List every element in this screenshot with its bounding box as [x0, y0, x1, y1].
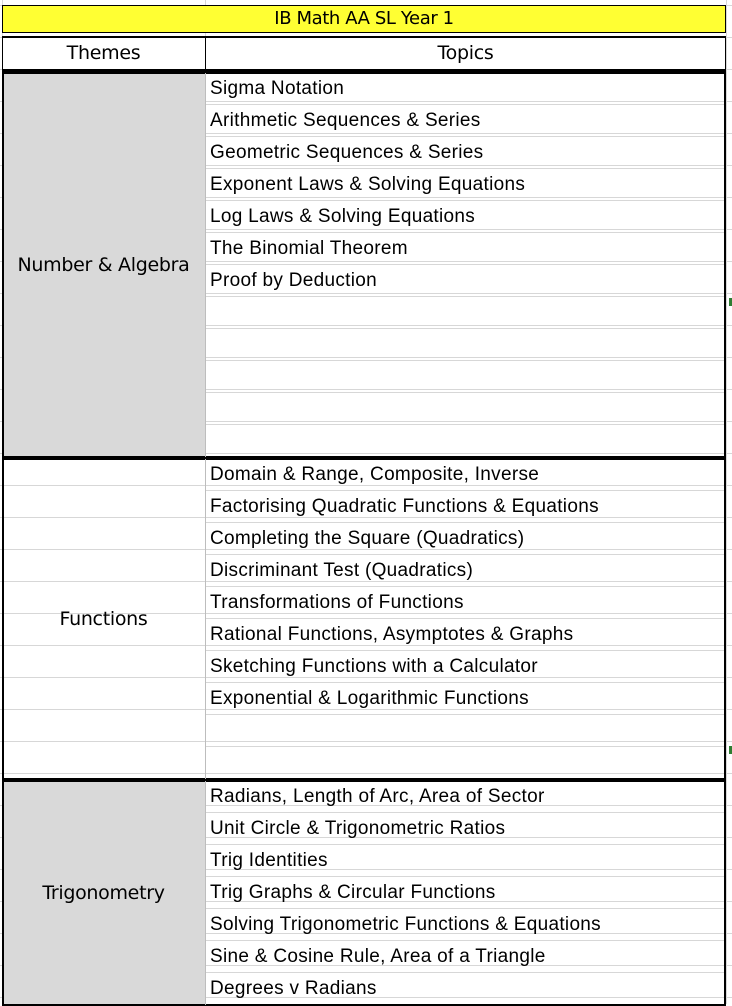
topic-label: Trig Graphs & Circular Functions [210, 882, 496, 903]
topic-label: Radians, Length of Arc, Area of Sector [210, 786, 545, 807]
topic-cell[interactable] [205, 845, 726, 877]
topic-label: Sketching Functions with a Calculator [210, 656, 538, 677]
header-column-divider [205, 37, 206, 70]
topic-label: Discriminant Test (Quadratics) [210, 560, 474, 581]
topic-cell[interactable] [205, 169, 726, 201]
topic-cell[interactable] [205, 941, 726, 973]
topic-cell[interactable] [205, 683, 726, 715]
topic-label: Proof by Deduction [210, 270, 377, 291]
topic-cell[interactable] [205, 523, 726, 555]
column-divider [205, 781, 206, 1005]
topic-cell[interactable] [205, 651, 726, 683]
topic-cell[interactable] [205, 587, 726, 619]
topic-label: Unit Circle & Trigonometric Ratios [210, 818, 506, 839]
header-bottom-border [2, 69, 726, 72]
column-divider [205, 73, 206, 457]
topic-label: Factorising Quadratic Functions & Equations [210, 496, 599, 517]
topic-cell[interactable] [205, 201, 726, 233]
column-gridline [726, 0, 727, 1004]
topic-label: Solving Trigonometric Functions & Equations [210, 914, 601, 935]
topic-cell[interactable] [205, 361, 726, 393]
topic-cell[interactable] [205, 555, 726, 587]
topic-label: Domain & Range, Composite, Inverse [210, 464, 540, 485]
theme-label: Trigonometry [42, 882, 165, 904]
topic-label: Geometric Sequences & Series [210, 142, 484, 163]
topic-label: Degrees v Radians [210, 978, 377, 999]
theme-cell[interactable] [2, 781, 205, 1005]
theme-cell[interactable] [2, 459, 205, 779]
topic-cell[interactable] [205, 329, 726, 361]
topic-cell[interactable] [205, 297, 726, 329]
topic-label: Sigma Notation [210, 78, 345, 99]
topic-cell[interactable] [205, 491, 726, 523]
topic-cell[interactable] [205, 425, 726, 457]
topic-cell[interactable] [205, 265, 726, 297]
topic-cell[interactable] [205, 233, 726, 265]
theme-label: Number & Algebra [17, 254, 190, 276]
topic-cell[interactable] [205, 747, 726, 779]
topic-label: Sine & Cosine Rule, Area of a Triangle [210, 946, 546, 967]
topic-cell[interactable] [205, 459, 726, 491]
theme-label: Functions [59, 608, 148, 630]
topic-cell[interactable] [205, 781, 726, 813]
topic-label: Completing the Square (Quadratics) [210, 528, 525, 549]
column-divider [205, 459, 206, 779]
topic-cell[interactable] [205, 619, 726, 651]
topics-header-cell[interactable]: Topics [437, 42, 494, 64]
topic-label: Log Laws & Solving Equations [210, 206, 476, 227]
topic-cell[interactable] [205, 877, 726, 909]
topic-cell[interactable] [205, 73, 726, 105]
topic-label: The Binomial Theorem [210, 238, 408, 259]
topic-cell[interactable] [205, 715, 726, 747]
topic-cell[interactable] [205, 393, 726, 425]
topic-label: Rational Functions, Asymptotes & Graphs [210, 624, 574, 645]
topic-label: Arithmetic Sequences & Series [210, 110, 481, 131]
themes-header-cell[interactable]: Themes [66, 42, 141, 64]
topic-cell[interactable] [205, 973, 726, 1005]
topic-label: Exponent Laws & Solving Equations [210, 174, 526, 195]
topic-cell[interactable] [205, 105, 726, 137]
sheet-title-cell[interactable]: IB Math AA SL Year 1 [2, 5, 726, 33]
topic-label: Trig Identities [210, 850, 328, 871]
topic-label: Exponential & Logarithmic Functions [210, 688, 529, 709]
topic-cell[interactable] [205, 137, 726, 169]
topic-cell[interactable] [205, 909, 726, 941]
header-top-border [2, 36, 726, 38]
theme-cell[interactable] [2, 73, 205, 457]
topic-label: Transformations of Functions [210, 592, 464, 613]
topic-cell[interactable] [205, 813, 726, 845]
